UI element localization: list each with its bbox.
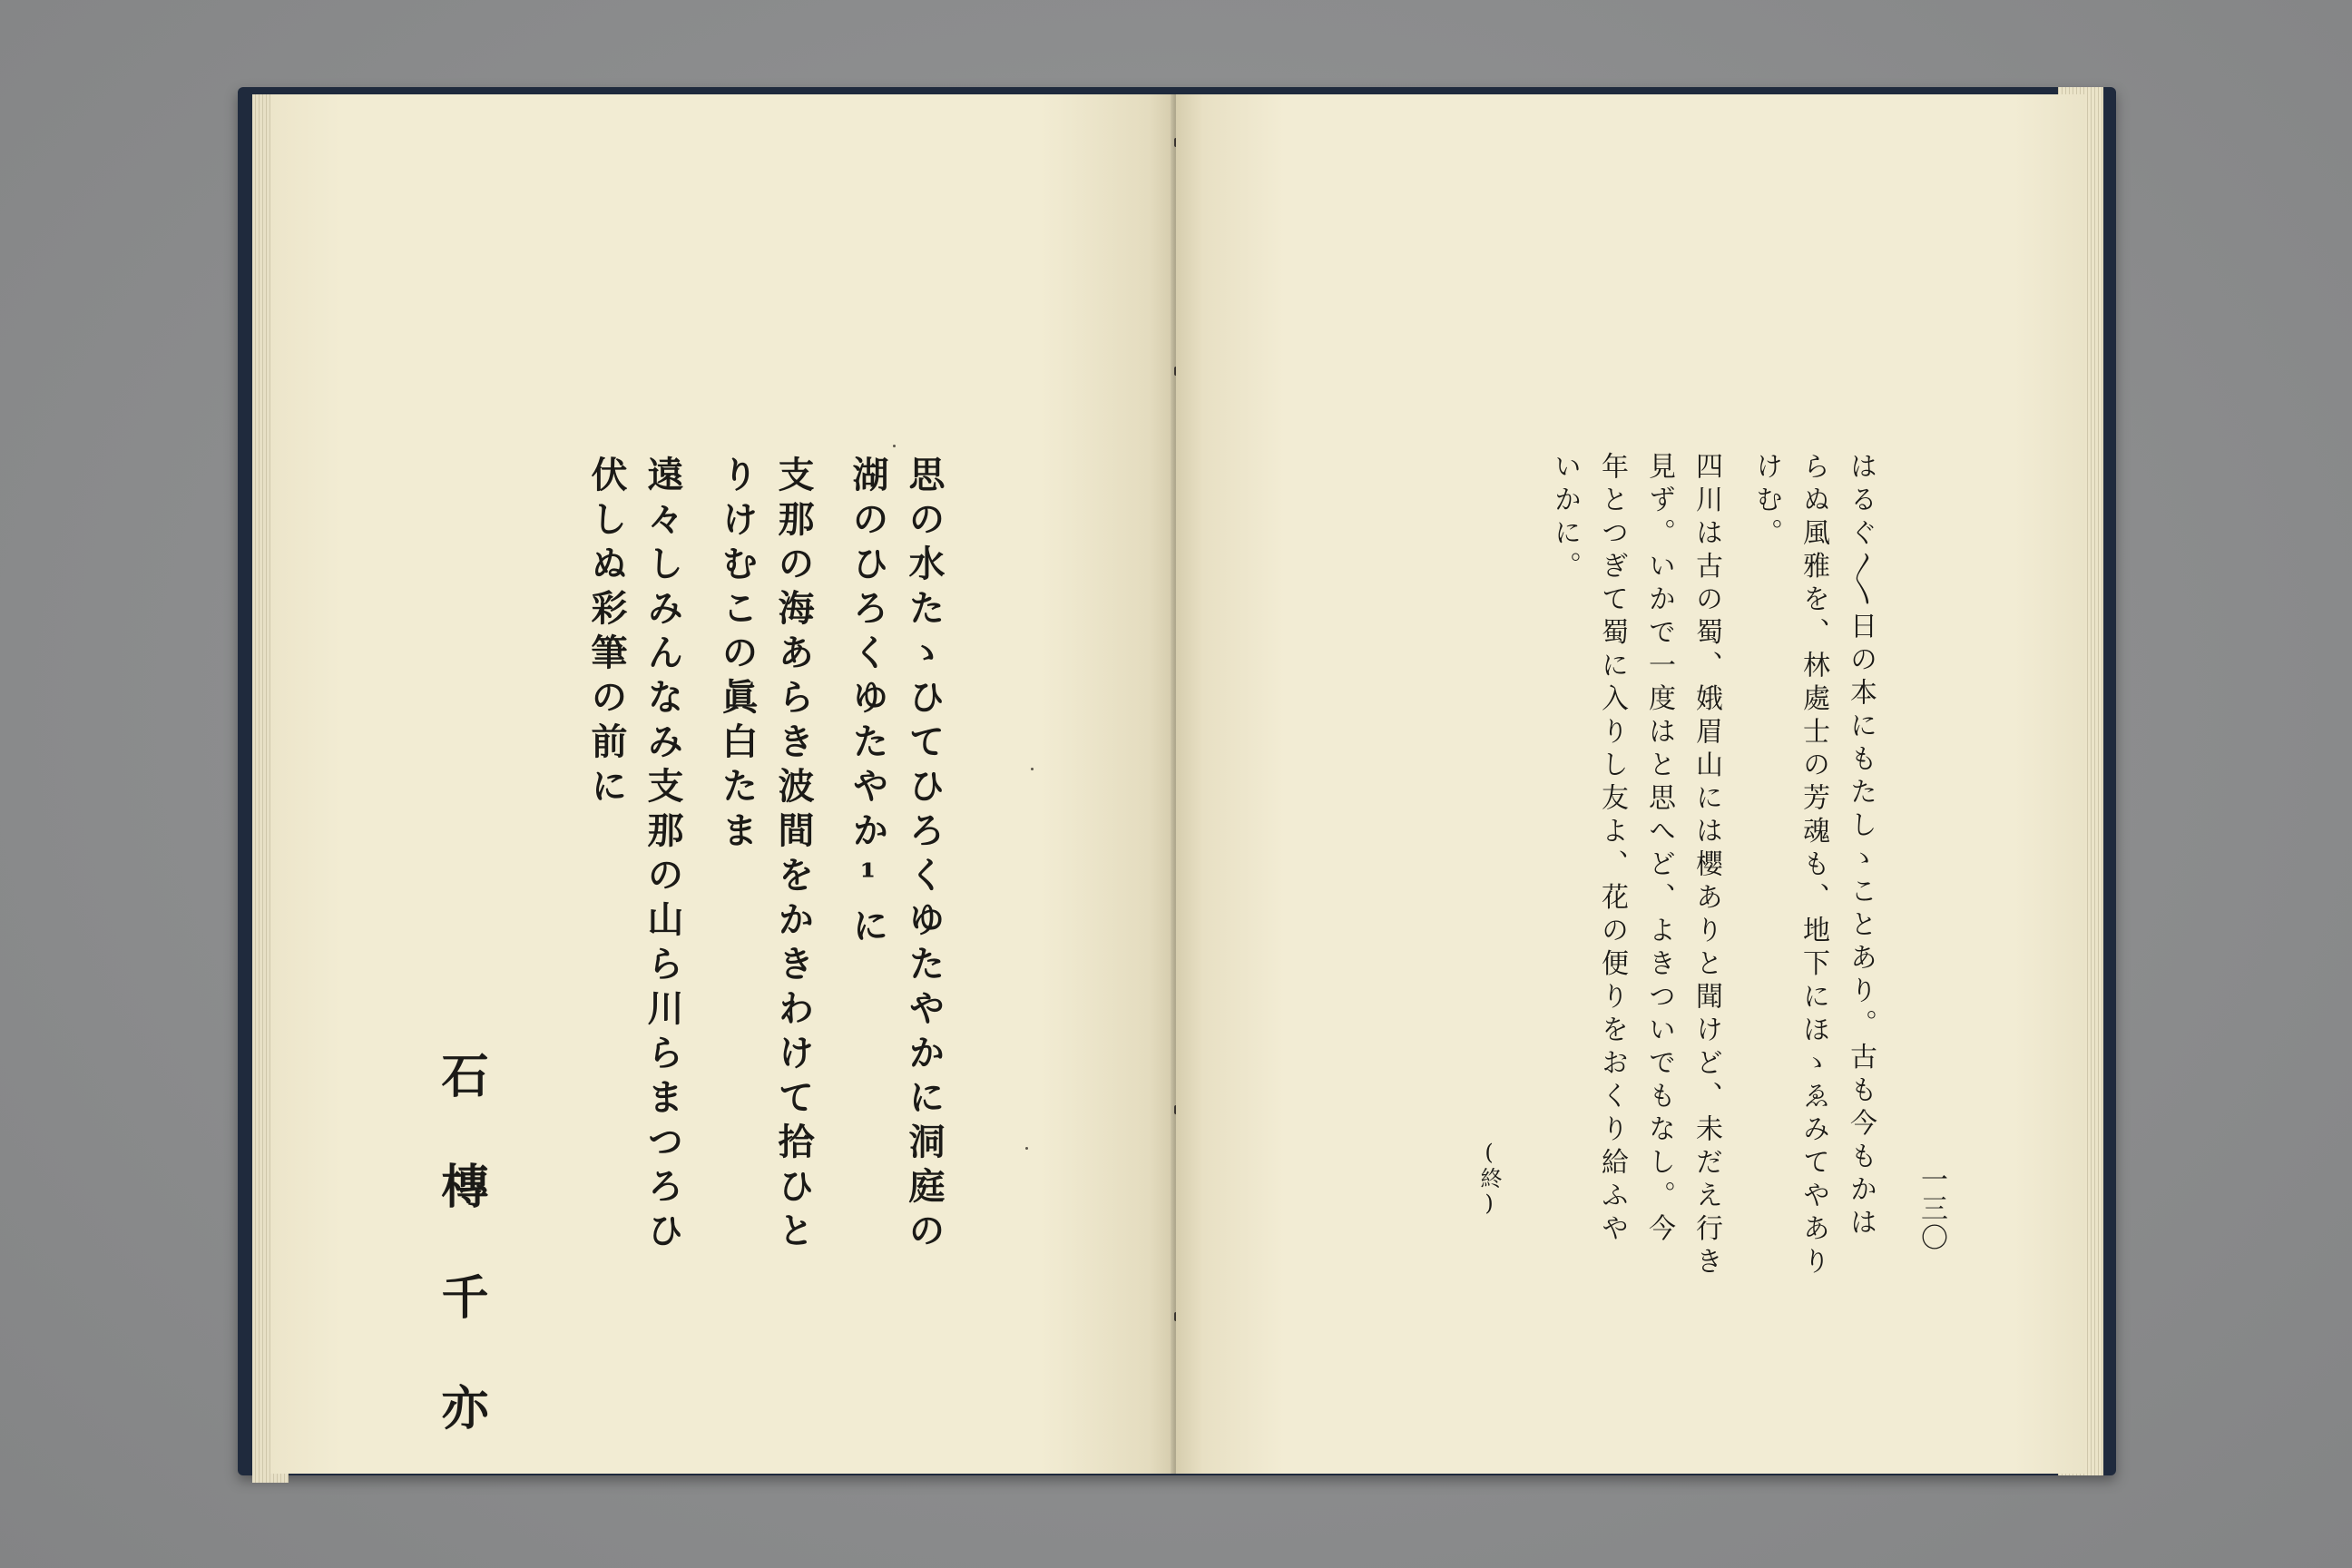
- prose-line-1: はるぐ〳〵日の本にもたしゝことあり。古も今もかは: [1845, 452, 1877, 1241]
- poem-line-5: 遠々しみんなみ支那の山ら川らまつろひ: [642, 456, 684, 1256]
- paper-speck: [1025, 1147, 1028, 1150]
- poem-line-2: 湖のひろくゆたやか¹に: [847, 456, 889, 951]
- paper-speck: [893, 445, 896, 447]
- left-page: [270, 94, 1176, 1494]
- poem-line-6: 伏しぬ彩筆の前に: [585, 456, 628, 811]
- page-number: 一三〇: [1916, 1165, 1947, 1252]
- paper-speck: [1031, 768, 1034, 770]
- right-page: [1176, 94, 2085, 1474]
- end-mark: (終): [1476, 1140, 1502, 1218]
- prose-line-4: 四川は古の蜀、娥眉山には櫻ありと聞けど、未だえ行き: [1690, 452, 1722, 1280]
- poem-line-1: 思の水たゝひてひろくゆたやかに洞庭の: [903, 456, 946, 1256]
- author-name: 石槫千亦: [433, 1051, 488, 1494]
- prose-line-2: らぬ風雅を、林處士の芳魂も、地下にほゝゑみてやあり: [1798, 452, 1829, 1280]
- poem-line-4: りけむこの眞白たま: [716, 456, 759, 856]
- prose-line-3: けむ。: [1750, 452, 1782, 552]
- prose-line-5: 見ず。いかで一度はと思へど、よきついでもなし。今: [1643, 452, 1675, 1247]
- poem-line-3: 支那の海あらき波間をかきわけて拾ひと: [772, 456, 815, 1256]
- prose-line-7: いかに。: [1549, 452, 1581, 584]
- prose-line-6: 年とつぎて蜀に入りし友よ、花の便りをおくり給ふや: [1596, 452, 1628, 1247]
